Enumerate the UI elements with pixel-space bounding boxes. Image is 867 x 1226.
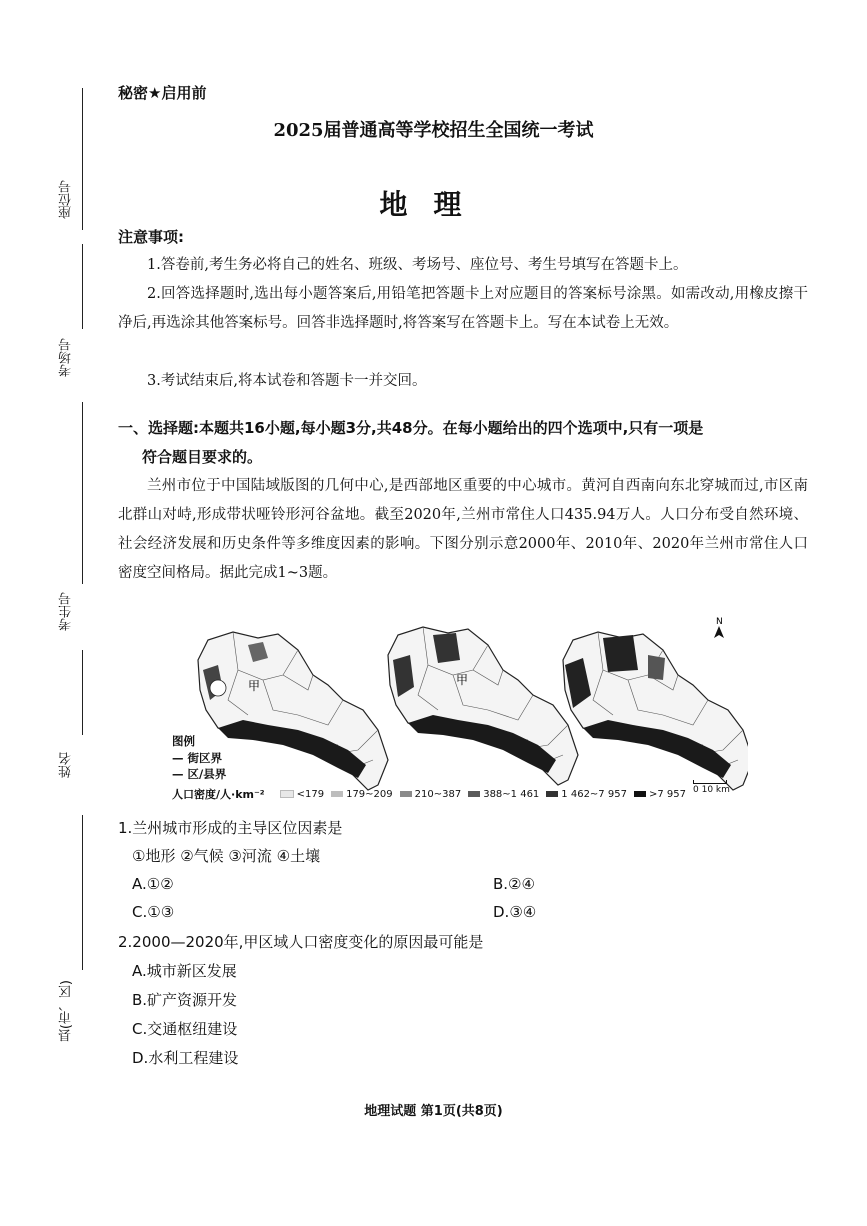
section-heading-line1: 一、选择题:本题共16小题,每小题3分,共48分。在每小题给出的四个选项中,只有一项是	[118, 419, 704, 437]
binding-line-3	[82, 402, 83, 584]
exam-title: 2025届普通高等学校招生全国统一考试	[273, 120, 594, 141]
class-4: 388~1 461	[483, 788, 540, 800]
question-1-choices: ①地形 ②气候 ③河流 ④土壤	[132, 847, 321, 865]
question-2-stem: 2.2000—2020年,甲区域人口密度变化的原因最可能是	[118, 933, 484, 951]
class-5: 1 462~7 957	[561, 788, 627, 800]
region-jia-label: 甲	[248, 679, 261, 693]
question-1-stem: 1.兰州城市形成的主导区位因素是	[118, 819, 343, 837]
q1-option-b[interactable]: B.②④	[493, 875, 535, 893]
swatch-1	[280, 790, 294, 798]
q1-option-d[interactable]: D.③④	[493, 903, 537, 921]
confidential-mark: 秘密★启用前	[118, 84, 207, 102]
density-label: 人口密度/人·km⁻²	[172, 788, 265, 801]
q2-option-a[interactable]: A.城市新区发展	[132, 962, 237, 980]
legend-title: 图例	[172, 734, 195, 748]
q1-option-a[interactable]: A.①②	[132, 875, 174, 893]
swatch-2	[331, 791, 343, 797]
class-6: >7 957	[648, 788, 686, 800]
legend-street-boundary: — 街区界	[172, 751, 223, 765]
page-footer: 地理试题 第1页(共8页)	[364, 1104, 503, 1119]
section-heading-line2: 符合题目要求的。	[142, 448, 263, 466]
q2-option-b[interactable]: B.矿产资源开发	[132, 991, 238, 1009]
seat-label: 座位号	[59, 180, 74, 219]
swatch-6	[634, 791, 646, 797]
density-legend	[172, 786, 686, 802]
map-2000	[198, 632, 388, 790]
region-jia-label-2010: 甲	[456, 673, 469, 687]
class-2: 179~209	[346, 788, 393, 800]
binding-line-5	[82, 815, 83, 970]
population-density-maps	[168, 610, 748, 810]
q2-option-d[interactable]: D.水利工程建设	[132, 1049, 239, 1067]
binding-line-2	[82, 244, 83, 329]
north-arrow-icon	[714, 626, 724, 638]
map-2010	[388, 627, 578, 785]
class-3: 210~387	[414, 788, 462, 800]
swatch-3	[400, 791, 412, 797]
notice-item-3: 3.考试结束后,将本试卷和答题卡一并交回。	[147, 373, 427, 389]
north-label: N	[716, 617, 723, 627]
section-heading	[118, 414, 808, 472]
notice-heading: 注意事项:	[118, 228, 184, 246]
q2-option-c[interactable]: C.交通枢纽建设	[132, 1020, 238, 1038]
county-label: 县(市、区)	[59, 980, 74, 1043]
notice-item-2: 2.回答选择题时,选出每小题答案后,用铅笔把答题卡上对应题目的答案标号涂黑。如需改动,用橡皮擦干净后,再选涂其他答案标号。回答非选择题时,将答案写在答题卡上。写在本试卷上无效。	[118, 286, 808, 331]
passage: 兰州市位于中国陆域版图的几何中心,是西部地区重要的中心城市。黄河自西南向东北穿城而过,市区南北群山对峙,形成带状哑铃形河谷盆地。截至2020年,兰州市常住人口435.94万人。人口分布受自然环境、社会经济发展和历史条件等多维度因素的影响。下图分别示意2000年、2010年、2020年兰州市常住人口密度空间格局。据此完成1~3题。	[118, 478, 808, 581]
class-1: <179	[296, 788, 325, 800]
room-label: 考场号	[59, 338, 74, 377]
student-no-label: 考生号	[59, 592, 74, 631]
swatch-4	[468, 791, 480, 797]
scale-bar	[693, 780, 730, 795]
name-label: 姓名	[59, 752, 74, 778]
swatch-5	[546, 791, 558, 797]
legend-district-boundary: — 区/县界	[172, 767, 227, 781]
scale-label: 0 10 km	[693, 785, 730, 795]
binding-line-4	[82, 650, 83, 735]
subject-title: 地理	[379, 188, 488, 221]
notice-item-1: 1.答卷前,考生务必将自己的姓名、班级、考场号、座位号、考生号填写在答题卡上。	[147, 257, 688, 273]
map-2020	[563, 632, 748, 790]
q1-option-c[interactable]: C.①③	[132, 903, 175, 921]
